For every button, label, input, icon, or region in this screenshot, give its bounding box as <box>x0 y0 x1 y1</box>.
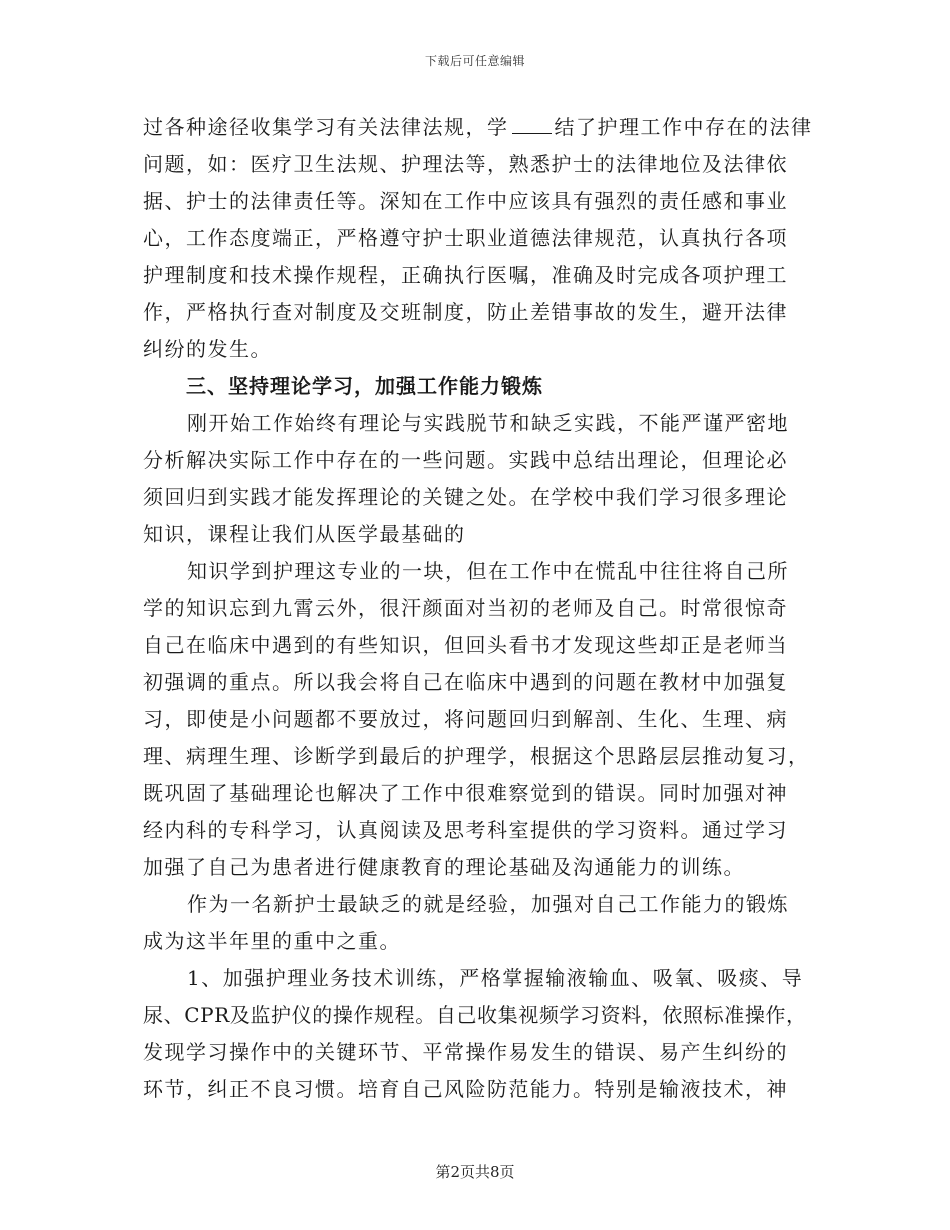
page-header: 下载后可任意编辑 <box>424 54 525 68</box>
paragraph-line: 据、护士的法律责任等。深知在工作中应该具有强烈的责任感和事业 <box>143 189 788 213</box>
paragraph-line <box>143 113 813 141</box>
paragraph-line: 分析解决实际工作中存在的一些问题。实践中总结出理论，但理论必 <box>143 448 788 472</box>
page-footer: 第2页共8页 <box>435 1163 515 1181</box>
paragraph-line: 理、病理生理、诊断学到最后的护理学，根据这个思路层层推动复习， <box>143 744 810 768</box>
paragraph-line: 加强了自己为患者进行健康教育的理论基础及沟通能力的训练。 <box>143 855 745 879</box>
paragraph-line: 知识学到护理这专业的一块，但在工作中在慌乱中往往将自己所 <box>187 559 789 583</box>
paragraph-line: 经内科的专科学习，认真阅读及思考科室提供的学习资料。通过学习 <box>143 818 788 842</box>
paragraph-line: 作为一名新护士最缺乏的就是经验，加强对自己工作能力的锻炼 <box>187 892 789 916</box>
paragraph-line: 作，严格执行查对制度及交班制度，防止差错事故的发生，避开法律 <box>143 300 788 324</box>
paragraph-line: 初强调的重点。所以我会将自己在临床中遇到的问题在教材中加强复 <box>143 670 788 694</box>
paragraph-line: 自己在临床中遇到的有些知识，但回头看书才发现这些却正是老师当 <box>143 633 788 657</box>
paragraph-line: 学的知识忘到九霄云外，很汗颜面对当初的老师及自己。时常很惊奇 <box>143 596 788 620</box>
paragraph-line: 知识，课程让我们从医学最基础的 <box>143 522 466 546</box>
paragraph-line: 问题，如：医疗卫生法规、护理法等，熟悉护士的法律地位及法律依 <box>143 152 788 176</box>
text-segment: 过各种途径收集学习有关法律法规，学 <box>143 115 509 139</box>
paragraph-line: 习，即使是小问题都不要放过，将问题回归到解剖、生化、生理、病 <box>143 707 788 731</box>
paragraph-line: 1、加强护理业务技术训练，严格掌握输液输血、吸氧、吸痰、导 <box>187 966 804 990</box>
fill-in-blank <box>512 115 552 134</box>
paragraph-line: 成为这半年里的重中之重。 <box>143 929 401 953</box>
paragraph-line: 发现学习操作中的关键环节、平常操作易发生的错误、易产生纠纷的 <box>143 1040 788 1064</box>
paragraph-line: 尿、CPR及监护仪的操作规程。自己收集视频学习资料，依照标准操作， <box>143 1003 807 1027</box>
paragraph-line: 刚开始工作始终有理论与实践脱节和缺乏实践，不能严谨严密地 <box>187 411 789 435</box>
paragraph-line: 纠纷的发生。 <box>143 337 272 361</box>
paragraph-line: 环节，纠正不良习惯。培育自己风险防范能力。特别是输液技术，神 <box>143 1077 788 1101</box>
paragraph-line: 护理制度和技术操作规程，正确执行医嘱，准确及时完成各项护理工 <box>143 263 788 287</box>
paragraph-line: 须回归到实践才能发挥理论的关键之处。在学校中我们学习很多理论 <box>143 485 788 509</box>
paragraph-line: 心，工作态度端正，严格遵守护士职业道德法律规范，认真执行各项 <box>143 226 788 250</box>
section-heading: 三、坚持理论学习，加强工作能力锻炼 <box>186 374 543 398</box>
text-segment: 结了护理工作中存在的法律 <box>554 115 813 139</box>
paragraph-line: 既巩固了基础理论也解决了工作中很难察觉到的错误。同时加强对神 <box>143 781 788 805</box>
